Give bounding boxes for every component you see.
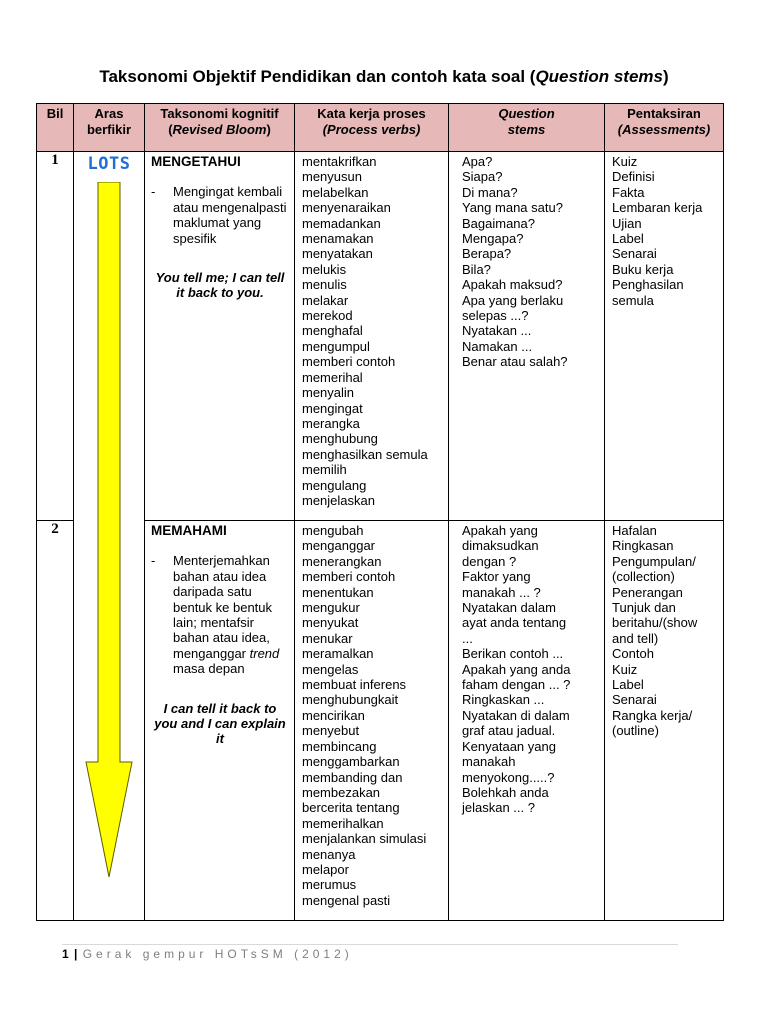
question-item: Nyatakan ... xyxy=(462,323,532,339)
verb-item: merangka xyxy=(302,415,360,431)
taxonomy-cell xyxy=(145,152,295,521)
down-arrow-shape xyxy=(86,182,132,877)
question-item: Benar atau salah? xyxy=(462,354,568,370)
verb-item: menulis xyxy=(302,277,347,293)
assessment-item: Tunjuk dan xyxy=(612,600,676,616)
verb-item: menyukat xyxy=(302,615,359,631)
taxonomy-description: Mengingat kembali atau mengenalpasti maklumat yang spesifik xyxy=(173,184,287,246)
verb-item: menjelaskan xyxy=(302,492,375,508)
assessment-item: (collection) xyxy=(612,569,675,585)
question-item: selepas ...? xyxy=(462,308,529,324)
header-aras: Aras berfikir xyxy=(74,104,145,152)
footer-text: Gerak gempur HOTsSM (2012) xyxy=(82,947,353,961)
header-row xyxy=(37,104,724,152)
verb-item: meramalkan xyxy=(302,646,374,662)
verb-item: memadankan xyxy=(302,215,381,231)
assessments-cell xyxy=(605,152,724,521)
verb-item: mentakrifkan xyxy=(302,154,377,169)
taxonomy-cell xyxy=(145,521,295,921)
verb-item: mengelas xyxy=(302,661,359,677)
verb-item: mencirikan xyxy=(302,707,365,723)
verb-item: menentukan xyxy=(302,584,374,600)
verb-item: menyusun xyxy=(302,169,362,185)
assessment-item: Ujian xyxy=(612,215,642,231)
verb-item: mengubah xyxy=(302,523,364,538)
verb-item: menamakan xyxy=(302,231,374,247)
header-pentaksiran: Pentaksiran (Assessments) xyxy=(605,104,724,152)
lots-label: LOTS xyxy=(87,154,131,174)
question-item: Apakah maksud? xyxy=(462,277,563,293)
verbs-cell xyxy=(295,152,449,521)
verb-item: mengukur xyxy=(302,600,360,616)
verb-item: menghubungkait xyxy=(302,692,399,708)
verb-item: membanding dan xyxy=(302,769,403,785)
assessment-item: Definisi xyxy=(612,169,655,185)
assessments-cell xyxy=(605,521,724,921)
question-item: dengan ? xyxy=(462,553,517,569)
footer-rule xyxy=(62,944,678,945)
verb-item: mengenal pasti xyxy=(302,892,391,908)
assessment-item: Hafalan xyxy=(612,523,657,538)
assessment-item: Pengumpulan/ xyxy=(612,553,696,569)
assessment-item: Fakta xyxy=(612,184,645,200)
taxonomy-tagline: I can tell it back to you and I can explain it xyxy=(154,700,286,747)
taxonomy-table xyxy=(36,103,724,921)
verb-item: memerihal xyxy=(302,369,363,385)
taxonomy-heading: MEMAHAMI xyxy=(151,523,227,538)
verb-item: menghasilkan semula xyxy=(302,446,428,462)
question-item: Di mana? xyxy=(462,184,518,200)
assessment-item: Penerangan xyxy=(612,584,683,600)
assessment-item: Ringkasan xyxy=(612,538,674,554)
question-item: ... xyxy=(462,630,473,646)
document-title xyxy=(0,67,768,87)
verb-item: memberi contoh xyxy=(302,569,396,585)
verb-item: melabelkan xyxy=(302,184,369,200)
title-text: Taksonomi Objektif Pendidikan dan contoh kata soal ( xyxy=(99,67,536,86)
question-item: Bila? xyxy=(462,261,491,277)
verb-item: menukar xyxy=(302,630,353,646)
question-item: Berapa? xyxy=(462,246,512,262)
assessment-item: Lembaran kerja xyxy=(612,200,703,216)
question-item: Kenyataan yang xyxy=(462,738,556,754)
questions-cell xyxy=(449,152,605,521)
assessment-item: Rangka kerja/ xyxy=(612,707,693,723)
verb-item: bercerita tentang xyxy=(302,800,400,816)
assessment-item: semula xyxy=(612,292,654,308)
question-item: dimaksudkan xyxy=(462,538,539,554)
down-arrow-icon xyxy=(74,182,144,882)
verb-item: menggambarkan xyxy=(302,754,400,770)
verb-item: membincang xyxy=(302,738,377,754)
question-item: manakah xyxy=(462,754,516,770)
question-item: jelaskan ... ? xyxy=(462,800,535,816)
verb-item: melukis xyxy=(302,261,347,277)
row-number: 1 xyxy=(37,152,74,521)
assessment-item: Contoh xyxy=(612,646,654,662)
verb-item: melakar xyxy=(302,292,349,308)
verb-item: merekod xyxy=(302,308,353,324)
verb-item: menerangkan xyxy=(302,553,382,569)
assessment-item: (outline) xyxy=(612,723,659,739)
assessment-item: Senarai xyxy=(612,246,657,262)
aras-cell xyxy=(74,152,145,921)
question-item: Apa? xyxy=(462,154,493,169)
verbs-cell xyxy=(295,521,449,921)
row-number: 2 xyxy=(37,521,74,921)
assessment-item: Kuiz xyxy=(612,154,638,169)
assessment-item: Buku kerja xyxy=(612,261,674,277)
verb-item: menyatakan xyxy=(302,246,373,262)
header-question-stems: Question stems xyxy=(449,104,605,152)
header-kata-kerja: Kata kerja proses (Process verbs) xyxy=(295,104,449,152)
verb-item: membezakan xyxy=(302,784,381,800)
question-item: Siapa? xyxy=(462,169,503,185)
header-taksonomi: Taksonomi kognitif (Revised Bloom) xyxy=(145,104,295,152)
assessment-item: Label xyxy=(612,677,644,693)
verb-item: memberi contoh xyxy=(302,354,396,370)
question-item: Apa yang berlaku xyxy=(462,292,564,308)
assessment-item: Penghasilan xyxy=(612,277,684,293)
assessment-item: Kuiz xyxy=(612,661,638,677)
page-number: 1 xyxy=(62,947,70,961)
assessment-item: and tell) xyxy=(612,630,659,646)
verb-item: menghafal xyxy=(302,323,363,339)
question-item: ayat anda tentang xyxy=(462,615,567,631)
question-item: manakah ... ? xyxy=(462,584,541,600)
verb-item: menyebut xyxy=(302,723,360,739)
verb-item: memilih xyxy=(302,462,347,478)
table-row xyxy=(37,152,724,521)
verb-item: merumus xyxy=(302,877,357,893)
question-item: Bolehkah anda xyxy=(462,784,549,800)
verb-item: mengulang xyxy=(302,477,367,493)
verb-item: menyenaraikan xyxy=(302,200,391,216)
assessment-item: Senarai xyxy=(612,692,657,708)
verb-item: melapor xyxy=(302,861,349,877)
verb-item: menjalankan simulasi xyxy=(302,831,427,847)
verb-item: menghubung xyxy=(302,431,378,447)
assessment-item: beritahu/(show xyxy=(612,615,698,631)
verb-item: memerihalkan xyxy=(302,815,384,831)
verb-item: menyalin xyxy=(302,385,355,401)
verb-item: membuat inferens xyxy=(302,677,407,693)
verb-item: mengingat xyxy=(302,400,363,416)
title-italic: Question stems xyxy=(535,67,663,86)
question-item: faham dengan ... ? xyxy=(462,677,571,693)
taxonomy-description: Menterjemahkan bahan atau idea daripada satu bentuk ke bentuk lain; mentafsir bahan atau idea, menganggar trend masa depan xyxy=(173,553,280,677)
verb-item: menanya xyxy=(302,846,356,862)
question-item: Nyatakan di dalam xyxy=(462,707,570,723)
taxonomy-heading: MENGETAHUI xyxy=(151,154,241,169)
question-item: Nyatakan dalam xyxy=(462,600,556,616)
question-item: Yang mana satu? xyxy=(462,200,563,216)
taxonomy-tagline: You tell me; I can tell it back to you. xyxy=(155,270,285,301)
page-footer: 1 | Gerak gempur HOTsSM (2012) xyxy=(62,947,353,961)
question-item: Ringkaskan ... xyxy=(462,692,545,708)
question-item: graf atau jadual. xyxy=(462,723,556,739)
question-item: Faktor yang xyxy=(462,569,531,585)
question-item: Mengapa? xyxy=(462,231,524,247)
title-close: ) xyxy=(662,67,669,86)
taxonomy-bullet: - Mengingat kembali atau mengenalpasti maklumat yang spesifik xyxy=(151,184,289,246)
question-item: Apakah yang anda xyxy=(462,661,571,677)
question-item: Berikan contoh ... xyxy=(462,646,564,662)
taxonomy-bullet: - Menterjemahkan bahan atau idea daripada satu bentuk ke bentuk lain; mentafsir bahan atau idea, menganggar trend masa depan xyxy=(151,553,289,676)
question-item: Apakah yang xyxy=(462,523,538,538)
question-item: menyokong.....? xyxy=(462,769,555,785)
questions-cell xyxy=(449,521,605,921)
verb-item: mengumpul xyxy=(302,338,370,354)
question-item: Namakan ... xyxy=(462,338,533,354)
question-item: Bagaimana? xyxy=(462,215,535,231)
assessment-item: Label xyxy=(612,231,644,247)
header-bil: Bil xyxy=(37,104,74,152)
verb-item: menganggar xyxy=(302,538,375,554)
